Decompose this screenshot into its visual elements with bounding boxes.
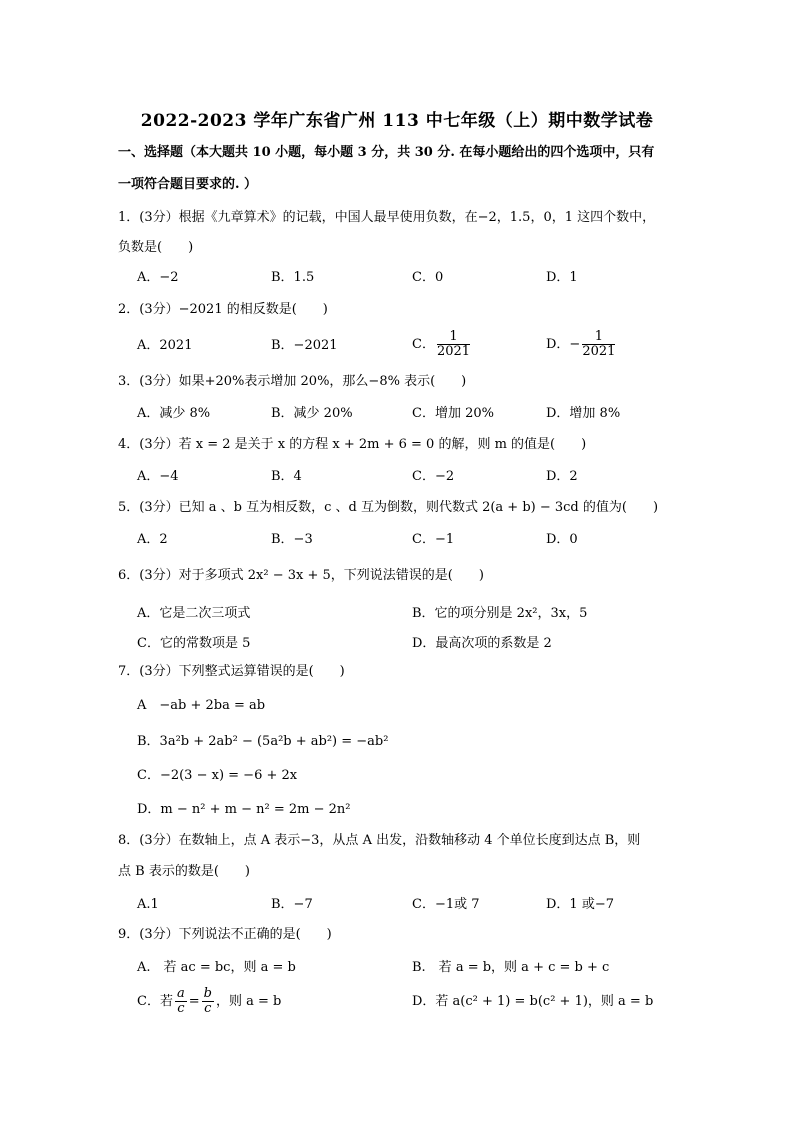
question-7-option-a: A −ab + 2ba = ab (137, 698, 266, 713)
question-4-option-a: A．−4 (137, 469, 179, 484)
question-8-option-d: D．1 或−7 (546, 897, 614, 912)
question-4-stem: 4．(3分）若 x = 2 是关于 x 的方程 x + 2m + 6 = 0 的解，则 m 的值是( ) (118, 437, 587, 452)
question-2-option-a: A．2021 (137, 338, 193, 353)
question-3-option-a: A．减少 8% (137, 406, 211, 421)
fraction-denominator: c (204, 1001, 212, 1016)
question-9-option-c-suffix: ，则 a = b (215, 994, 282, 1009)
question-4-option-c: C．−2 (412, 469, 455, 484)
page-title: 2022-2023 学年广东省广州 113 中七年级（上）期中数学试卷 (140, 111, 654, 131)
fraction-a-over-c (175, 987, 187, 1016)
question-2-option-c-label: C． (412, 337, 435, 352)
question-6-option-d: D．最高次项的系数是 2 (412, 636, 552, 651)
question-6-option-b: B．它的项分别是 2x²，3x，5 (412, 606, 588, 621)
question-1-stem-line1: 1．(3分）根据《九章算术》的记载，中国人最早使用负数，在−2，1.5，0，1 这四个数中， (118, 210, 656, 225)
question-9-option-c (137, 984, 281, 1020)
question-1-option-d: D．1 (546, 270, 578, 285)
question-9-option-a: A. 若 ac = bc，则 a = b (137, 960, 296, 975)
question-8-option-a: A.1 (137, 897, 159, 912)
fraction-denominator: 2021 (436, 344, 471, 359)
question-8-option-b: B．−7 (271, 897, 313, 912)
question-2-option-d-fraction (582, 330, 615, 359)
question-9-option-b: B. 若 a = b，则 a + c = b + c (412, 960, 610, 975)
question-2-option-c (412, 328, 472, 362)
question-5-option-d: D．0 (546, 532, 578, 547)
fraction-b-over-c (202, 987, 214, 1016)
question-3-option-c: C．增加 20% (412, 406, 494, 421)
section-heading-line2: 一项符合题目要求的. ） (118, 177, 258, 192)
fraction-numerator: 1 (582, 330, 615, 345)
question-1-option-c: C．0 (412, 270, 444, 285)
question-9-option-d: D．若 a(c² + 1) = b(c² + 1)，则 a = b (412, 994, 654, 1009)
question-8-stem-line1: 8．(3分）在数轴上，点 A 表示−3，从点 A 出发，沿数轴移动 4 个单位长度到达点 B，则 (118, 833, 641, 848)
question-4-option-d: D．2 (546, 469, 578, 484)
question-7-option-d: D．m − n² + m − n² = 2m − 2n² (137, 802, 351, 817)
question-1-stem-line2: 负数是( ) (118, 240, 194, 255)
fraction-numerator: a (176, 986, 185, 1001)
question-5-option-a: A．2 (137, 532, 168, 547)
question-8-stem-line2: 点 B 表示的数是( ) (118, 864, 250, 879)
question-6-stem: 6．(3分）对于多项式 2x² − 3x + 5，下列说法错误的是( ) (118, 568, 484, 583)
question-6-option-a: A．它是二次三项式 (137, 606, 251, 621)
fraction-numerator: 1 (437, 330, 470, 345)
question-5-stem: 5．(3分）已知 a 、b 互为相反数，c 、d 互为倒数，则代数式 2(a + b) − 3cd 的值为( ) (118, 500, 659, 515)
question-2-option-d-label: D．− (546, 337, 581, 352)
equals-sign: = (188, 994, 200, 1009)
question-9-option-c-prefix: C．若 (137, 994, 173, 1009)
question-3-option-d: D．增加 8% (546, 406, 621, 421)
question-5-option-b: B．−3 (271, 532, 313, 547)
fraction-numerator: b (203, 986, 212, 1001)
question-1-option-a: A．−2 (137, 270, 179, 285)
question-3-option-b: B．减少 20% (271, 406, 353, 421)
question-2-option-b: B．−2021 (271, 338, 338, 353)
question-2-option-d (546, 328, 617, 362)
question-4-option-b: B．4 (271, 469, 302, 484)
question-3-stem: 3．(3分）如果+20%表示增加 20%，那么−8% 表示( ) (118, 374, 467, 389)
section-heading-line1: 一、选择题（本大题共 10 小题，每小题 3 分，共 30 分. 在每小题给出的四个选项中，只有 (118, 145, 655, 160)
question-2-option-c-fraction (437, 330, 470, 359)
question-7-stem: 7．(3分）下列整式运算错误的是( ) (118, 664, 345, 679)
question-1-option-b: B．1.5 (271, 270, 315, 285)
question-2-stem: 2．(3分）−2021 的相反数是( ) (118, 302, 328, 317)
question-5-option-c: C．−1 (412, 532, 455, 547)
question-8-option-c: C．−1或 7 (412, 897, 480, 912)
fraction-denominator: c (177, 1001, 185, 1016)
question-6-option-c: C．它的常数项是 5 (137, 636, 251, 651)
question-7-option-c: C．−2(3 − x) = −6 + 2x (137, 768, 298, 783)
fraction-denominator: 2021 (582, 344, 616, 359)
question-9-stem: 9．(3分）下列说法不正确的是( ) (118, 927, 332, 942)
question-7-option-b: B．3a²b + 2ab² − (5a²b + ab²) = −ab² (137, 734, 389, 749)
